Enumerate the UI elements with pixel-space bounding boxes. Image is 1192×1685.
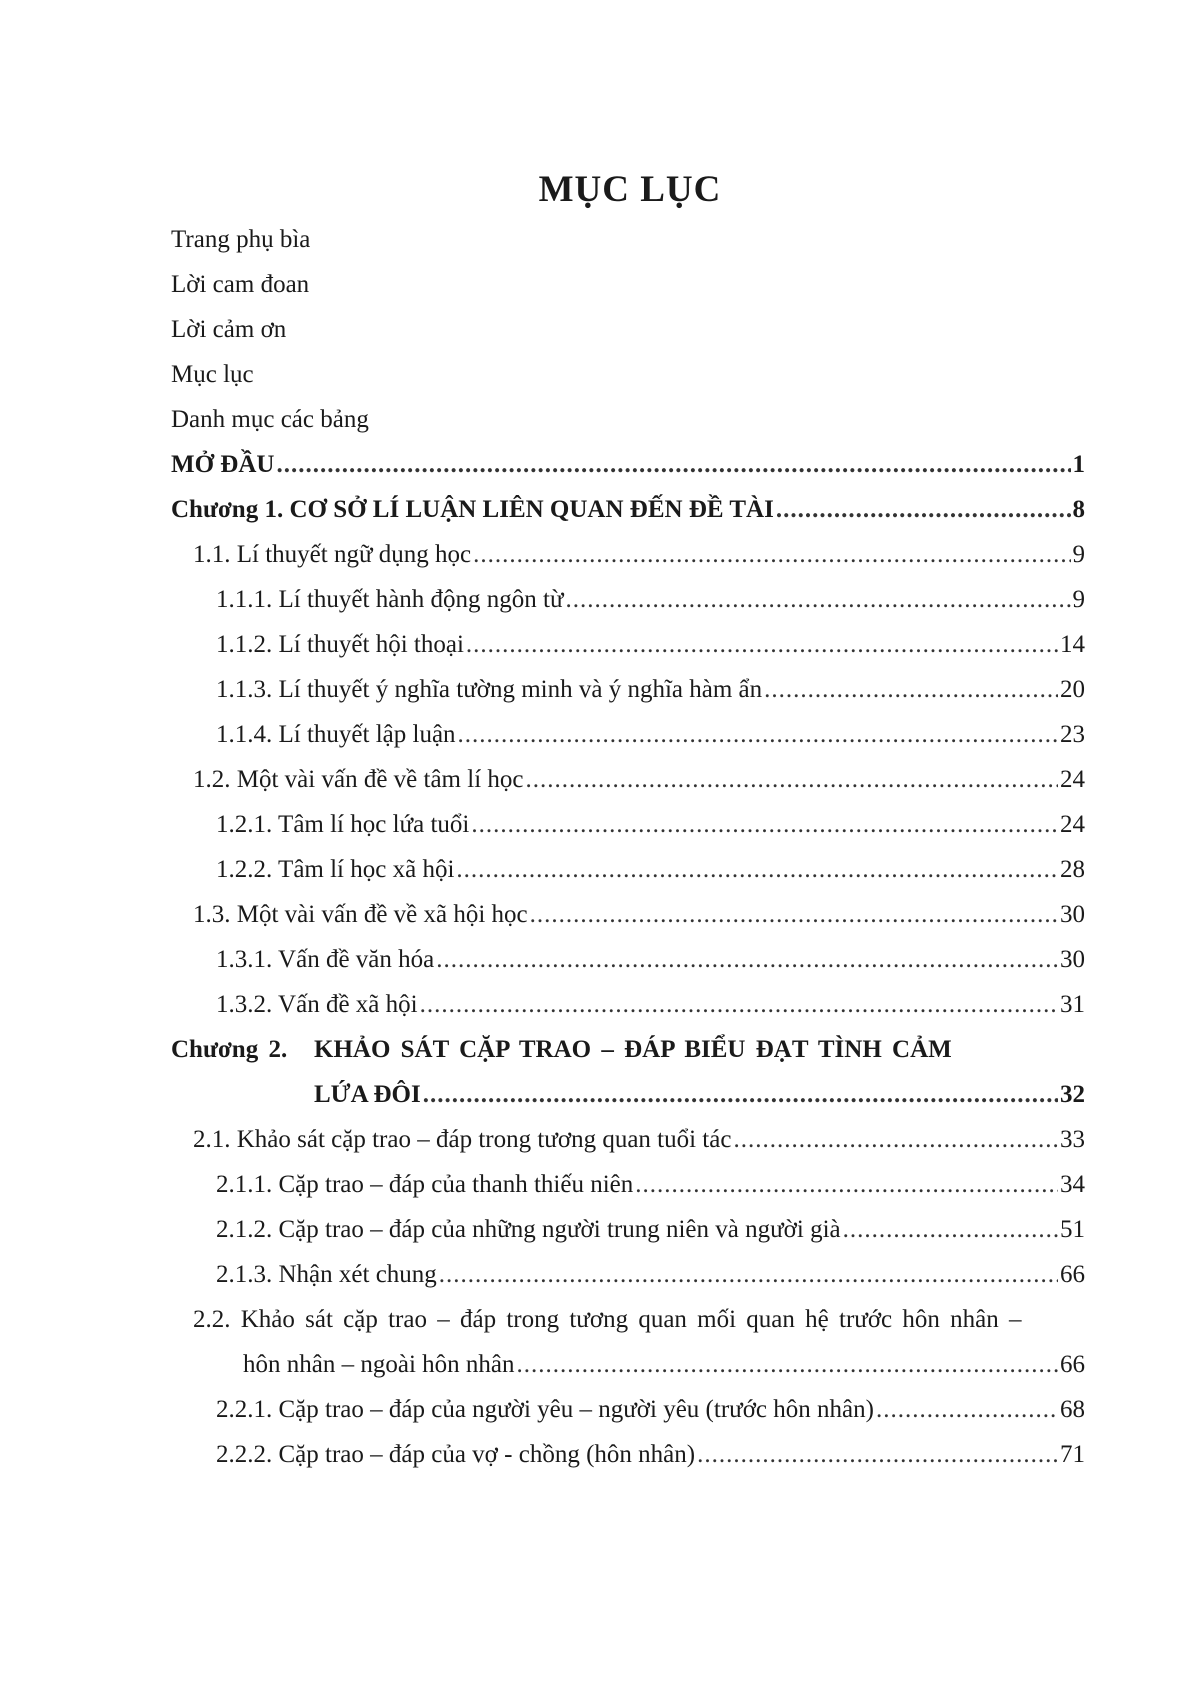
- leader-dots: [525, 766, 1058, 794]
- toc-entry-subsection: 1.1.4. Lí thuyết lập luận ..... 23: [171, 721, 1085, 766]
- toc-entry-chapter1: Chương 1. CƠ SỞ LÍ LUẬN LIÊN QUAN ĐẾN ĐỀ TÀI ..... 8: [171, 496, 1085, 541]
- toc-entry-subsection: 2.1.2. Cặp trao – đáp của những người trung niên và người già ..... 51: [171, 1216, 1085, 1261]
- chapter-number: Chương 2.: [171, 1036, 288, 1063]
- toc-entry-front: Lời cảm ơn: [171, 316, 287, 343]
- toc-entry-chapter2-line1: [171, 1036, 1085, 1081]
- leader-dots: [530, 901, 1058, 929]
- toc-entry-subsection: 2.1.1. Cặp trao – đáp của thanh thiếu niên ..... 34: [171, 1171, 1085, 1216]
- page-number: 66: [1060, 1351, 1085, 1378]
- leader-dots: [764, 676, 1058, 704]
- toc-entry-subsection: 2.1.3. Nhận xét chung ..... 66: [171, 1261, 1085, 1306]
- toc-entry-section: 1.3. Một vài vấn đề về xã hội học ..... 30: [171, 901, 1085, 946]
- page-number: 23: [1060, 721, 1085, 748]
- toc-entry-subsection: 1.1.1. Lí thuyết hành động ngôn từ ..... 9: [171, 586, 1085, 631]
- leader-dots: [876, 1396, 1058, 1424]
- leader-dots: [733, 1126, 1058, 1154]
- page-number: 24: [1060, 766, 1085, 793]
- toc-entry-subsection: 1.1.2. Lí thuyết hội thoại ..... 14: [171, 631, 1085, 676]
- page-number: 33: [1060, 1126, 1085, 1153]
- toc-entry-subsection: 1.3.1. Vấn đề văn hóa ..... 30: [171, 946, 1085, 991]
- toc-entry-section-line1: 2.2. Khảo sát cặp trao – đáp trong tương quan mối quan hệ trước hôn nhân –: [193, 1306, 1022, 1333]
- toc-entry-subsection: 1.1.3. Lí thuyết ý nghĩa tường minh và ý nghĩa hàm ẩn ..... 20: [171, 676, 1085, 721]
- toc-entry-section: 1.2. Một vài vấn đề về tâm lí học ..... 24: [171, 766, 1085, 811]
- page-number: 34: [1060, 1171, 1085, 1198]
- page-number: 20: [1060, 676, 1085, 703]
- page-number: 24: [1060, 811, 1085, 838]
- page-number: 51: [1060, 1216, 1085, 1243]
- page-number: 30: [1060, 946, 1085, 973]
- page-number: 1: [1072, 451, 1085, 478]
- page-number: 9: [1072, 541, 1085, 568]
- page-number: 32: [1060, 1081, 1085, 1108]
- table-of-contents: [171, 226, 1085, 1486]
- toc-entry-subsection: 1.2.1. Tâm lí học lứa tuổi ..... 24: [171, 811, 1085, 856]
- leader-dots: [436, 946, 1058, 974]
- toc-entry-front: Danh mục các bảng: [171, 406, 369, 433]
- page-number: 8: [1072, 496, 1085, 523]
- leader-dots: [635, 1171, 1058, 1199]
- toc-entry-subsection: 1.3.2. Vấn đề xã hội ..... 31: [171, 991, 1085, 1036]
- leader-dots: [776, 496, 1071, 524]
- leader-dots: [420, 991, 1058, 1019]
- leader-dots: [466, 631, 1058, 659]
- page-number: 31: [1060, 991, 1085, 1018]
- toc-entry-section-line2: hôn nhân – ngoài hôn nhân ..... 66: [171, 1351, 1085, 1396]
- leader-dots: [276, 451, 1070, 479]
- toc-entry-section: 2.1. Khảo sát cặp trao – đáp trong tương quan tuổi tác ..... 33: [171, 1126, 1085, 1171]
- toc-entry-section: 1.1. Lí thuyết ngữ dụng học ..... 9: [171, 541, 1085, 586]
- toc-entry-subsection: 2.2.1. Cặp trao – đáp của người yêu – người yêu (trước hôn nhân) ..... 68: [171, 1396, 1085, 1441]
- page-number: 68: [1060, 1396, 1085, 1423]
- leader-dots: [566, 586, 1071, 614]
- toc-entry-front: Mục lục: [171, 361, 254, 388]
- page-number: 66: [1060, 1261, 1085, 1288]
- toc-entry-subsection: 1.2.2. Tâm lí học xã hội ..... 28: [171, 856, 1085, 901]
- leader-dots: [471, 811, 1058, 839]
- page-title: MỤC LỤC: [538, 169, 722, 210]
- toc-entry-front: Trang phụ bìa: [171, 226, 311, 253]
- leader-dots: [456, 856, 1058, 884]
- leader-dots: [423, 1081, 1058, 1109]
- page-number: 71: [1060, 1441, 1085, 1468]
- toc-entry-subsection: 2.2.2. Cặp trao – đáp của vợ - chồng (hôn nhân) ..... 71: [171, 1441, 1085, 1486]
- toc-entry-front: Lời cam đoan: [171, 271, 310, 298]
- leader-dots: [843, 1216, 1058, 1244]
- leader-dots: [458, 721, 1058, 749]
- page-number: 9: [1072, 586, 1085, 613]
- toc-entry-chapter2-line2: LỨA ĐÔI ..... 32: [171, 1081, 1085, 1126]
- toc-entry-intro: MỞ ĐẦU ..... 1: [171, 451, 1085, 496]
- chapter-title: KHẢO SÁT CẶP TRAO – ĐÁP BIỂU ĐẠT TÌNH CẢM: [314, 1036, 952, 1063]
- page-number: 28: [1060, 856, 1085, 883]
- page-number: 14: [1060, 631, 1085, 658]
- leader-dots: [439, 1261, 1058, 1289]
- leader-dots: [516, 1351, 1058, 1379]
- leader-dots: [473, 541, 1070, 569]
- page-number: 30: [1060, 901, 1085, 928]
- leader-dots: [697, 1441, 1058, 1469]
